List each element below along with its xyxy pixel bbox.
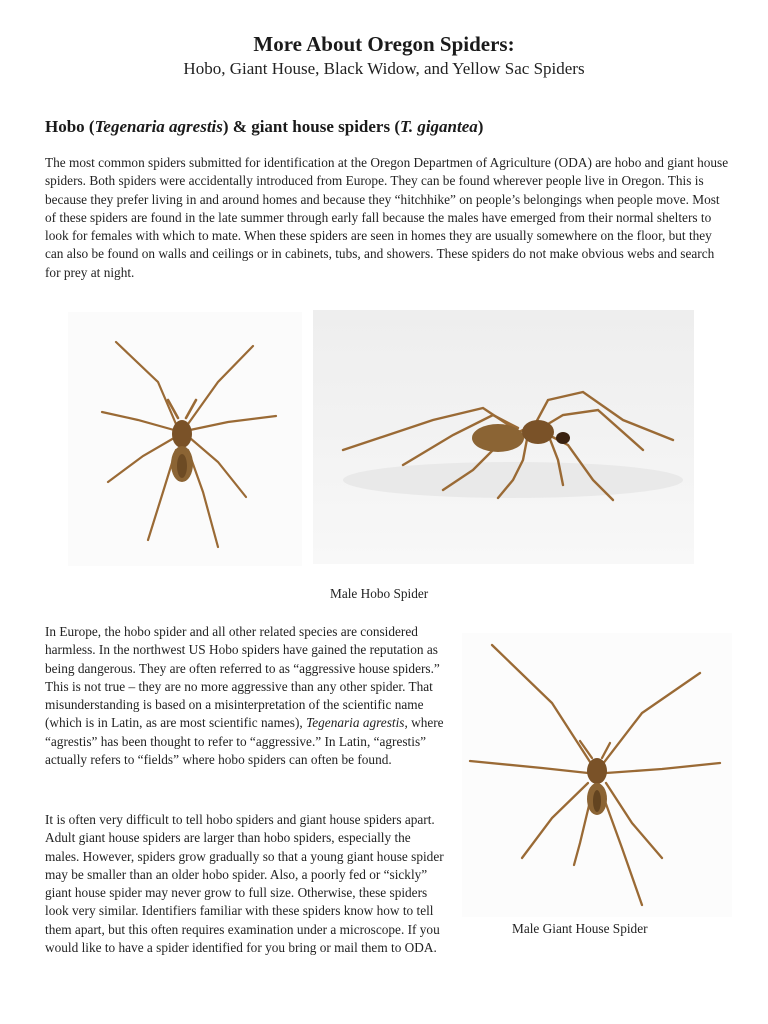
heading-prefix: Hobo (: [45, 117, 95, 136]
heading-scientific-name-hobo: Tegenaria agrestis: [94, 117, 223, 136]
heading-suffix: ): [477, 117, 484, 136]
giant-house-spider-caption: Male Giant House Spider: [512, 921, 648, 936]
europe-paragraph-end: , where “agrestis” has been thought to refer to “aggressive.” In Latin, “agrestis” actually refers to “fields” where hobo spiders can often be found.: [45, 715, 444, 768]
europe-paragraph-scientific-name: Tegenaria agrestis: [306, 715, 405, 731]
intro-paragraph: The most common spiders submitted for identification at the Oregon Departmen of Agriculture (ODA) are hobo and giant house spiders. Both spiders were accidentally introduced from Europe. They can be found wherever people live in Oregon. This is because they prefer living in and around homes and because they “hitchhike” on people’s belongings when people move. Most of these spiders are found in the late summer through early fall because the males have emerged from their normal shelters to look for females with which to mate. When these spiders are seen in homes they are usually somewhere on the floor, but they can also be found on walls and ceilings or in cabinets, tubs, and showers. These spiders do not make obvious webs and search for prey at night.: [45, 155, 729, 280]
page-subtitle: Hobo, Giant House, Black Widow, and Yellow Sac Spiders: [183, 59, 585, 78]
giant-house-spider-photo: [462, 633, 732, 917]
heading-scientific-name-giant: T. gigantea: [400, 117, 478, 136]
heading-mid: ) & giant house spiders (: [222, 117, 400, 136]
europe-paragraph: [45, 623, 445, 769]
hobo-spider-side-photo: [313, 310, 694, 564]
hobo-spider-caption: Male Hobo Spider: [330, 586, 429, 601]
section-heading: [45, 117, 483, 137]
hobo-spider-top-photo: [68, 312, 302, 566]
europe-paragraph-start: In Europe, the hobo spider and all other related species are considered harmless. In the northwest US Hobo spiders have gained the reputation as being dangerous. They are often referred to as “aggressive house spiders.” This is not true – they are no more aggressive than any other spider. That misunderstanding is based on a misinterpretation of the scientific name (which is in Latin, as are most scientific names),: [45, 624, 440, 731]
page-title: More About Oregon Spiders:: [253, 32, 515, 56]
identification-paragraph: It is often very difficult to tell hobo spiders and giant house spiders apart. Adult giant house spiders are larger than hobo spiders, especially the males. However, spiders grow gradually so that a young giant house spider may be smaller than an older hobo spider. Also, a poorly fed or “sickly” giant house spider may never grow to full size. Otherwise, these spiders look very similar. Identifiers familiar with these spiders know how to tell them apart, but this often requires examination under a microscope. If you would like to have a spider identified for you bring or mail them to ODA.: [45, 812, 444, 956]
